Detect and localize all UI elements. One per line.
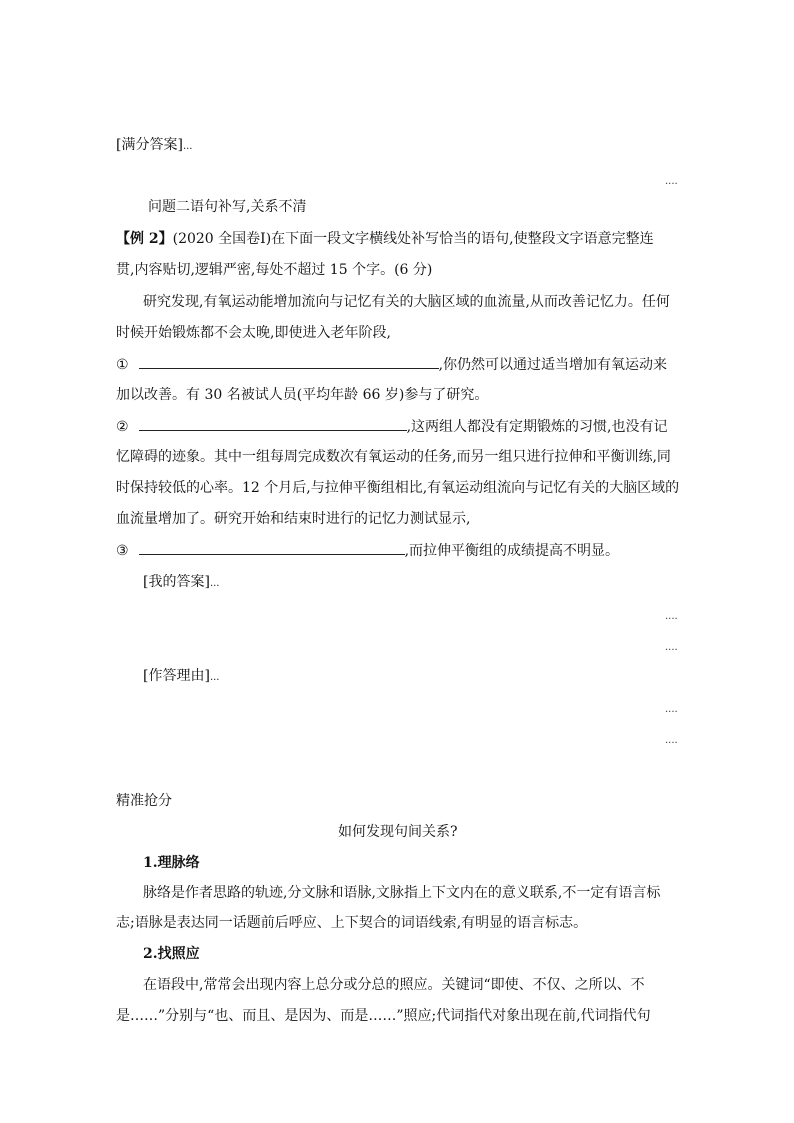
blank-2-marker: ② [116,419,129,435]
blank-2-after: ,这两组人都没有定期锻炼的习惯,也没有记 [406,419,668,435]
reason-label [143,666,219,688]
problem-title: 问题二语句补写,关系不清 [148,199,307,215]
blank-3-after: ,而拉伸平衡组的成绩提高不明显。 [404,543,620,559]
reason-label-text: [作答理由] [143,668,210,684]
precise-heading: 精准抢分 [116,793,172,809]
blank-1[interactable] [139,354,439,369]
point-2-heading: 2.找照应 [143,946,200,962]
blank-1-after: ,你仍然可以通过适当增加有氧运动来 [438,357,668,373]
blank-1-marker: ① [116,357,129,373]
point-1-heading: 1.理脉络 [143,855,200,871]
point-1-line-1: 脉络是作者思路的轨迹,分文脉和语脉,文脉指上下文内在的意义联系,不一定有语言标 [143,885,661,901]
example-line-2: 贯,内容贴切,逻辑严密,每处不超过 15 个字。(6 分) [116,262,433,278]
example-line-1 [116,229,654,249]
my-answer-label-text: [我的答案] [143,574,210,590]
reason-ellipsis: ... [209,672,220,683]
passage-blank-3-line [116,540,619,561]
example-tag: 【例 2】 [116,231,173,247]
my-answer-dots-1: .... [665,611,678,622]
passage-line-4: 加以改善。有 30 名被试人员(平均年龄 66 岁)参与了研究。 [116,387,489,403]
question-center: 如何发现句间关系? [338,824,458,840]
passage-line-7: 时保持较低的心率。12 个月后,与拉伸平衡组相比,有氧运动组流向与记忆有关的大脑区域的 [116,480,680,496]
reason-dots-1: .... [665,704,678,715]
full-marks-answer-dots: .... [665,176,678,187]
point-2-line-2: 是……”分别与“也、而且、是因为、而是……”照应;代词指代对象出现在前,代词指代句 [116,1008,651,1024]
my-answer-dots-2: .... [665,642,678,653]
reason-dots-2: .... [665,735,678,746]
passage-blank-1-line [116,354,667,375]
blank-3-marker: ③ [116,543,129,559]
full-marks-label-text: [满分答案] [116,137,183,153]
passage-blank-2-line [116,416,667,437]
passage-line-6: 忆障碍的迹象。其中一组每周完成数次有氧运动的任务,而另一组只进行拉伸和平衡训练,同 [116,449,671,465]
passage-line-2: 时候开始锻炼都不会太晚,即使进入老年阶段, [116,325,391,341]
passage-line-8: 血流量增加了。研究开始和结束时进行的记忆力测试显示, [116,511,471,527]
passage-line-1: 研究发现,有氧运动能增加流向与记忆有关的大脑区域的血流量,从而改善记忆力。任何 [143,294,670,310]
blank-3[interactable] [139,540,405,555]
point-2-line-1: 在语段中,常常会出现内容上总分或分总的照应。关键词“即使、不仅、之所以、不 [143,977,645,993]
example-line-1-text: (2020 全国卷Ⅰ)在下面一段文字横线处补写恰当的语句,使整段文字语意完整连 [172,231,654,247]
full-marks-label [116,135,192,157]
point-1-line-2: 志;语脉是表达同一话题前后呼应、上下契合的词语线索,有明显的语言标志。 [116,915,588,931]
full-marks-ellipsis: ... [182,141,193,152]
my-answer-ellipsis: ... [209,578,220,589]
my-answer-label [143,572,219,594]
blank-2[interactable] [139,416,407,431]
